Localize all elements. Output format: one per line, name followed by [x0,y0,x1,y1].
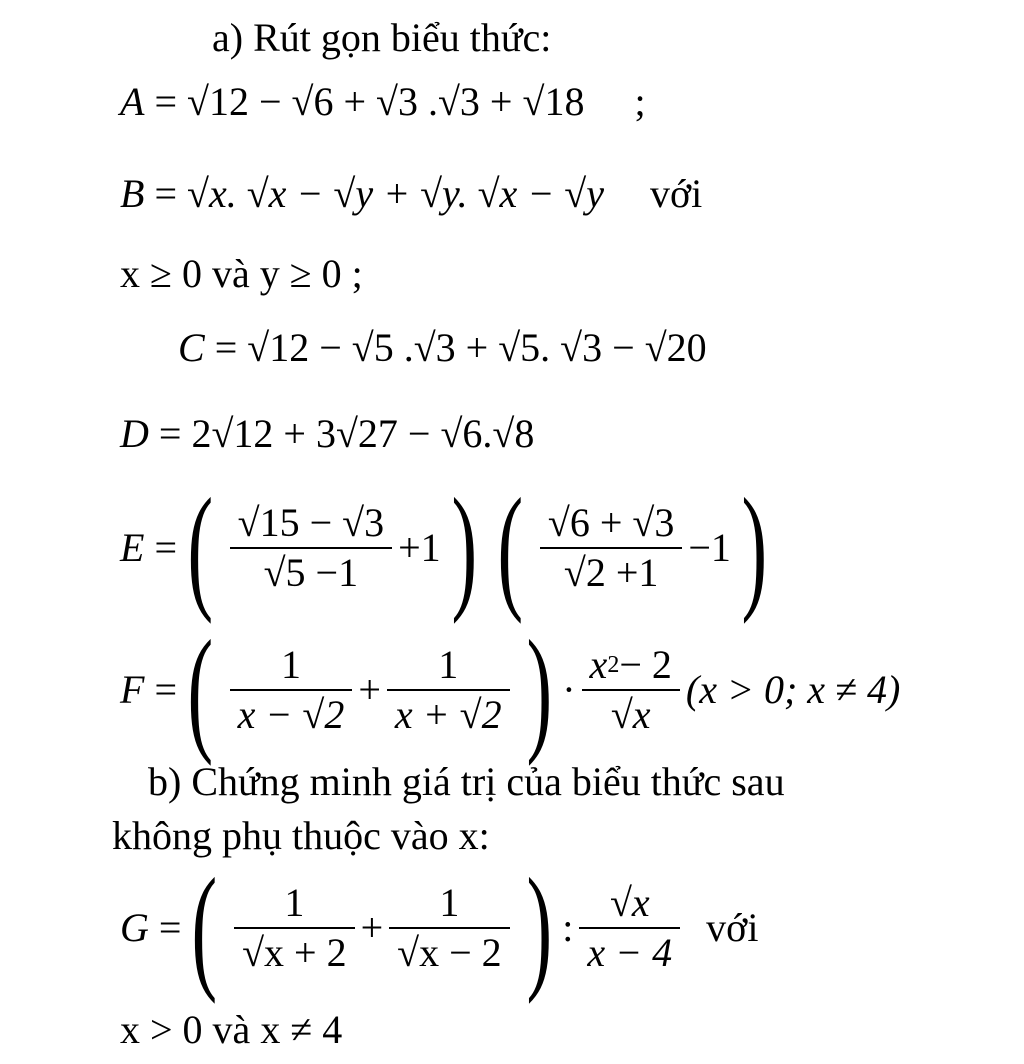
fraction-numerator: 1 [439,880,460,925]
expression-a: A = √12 − √6 + √3 .√3 + √18 ; [120,79,646,124]
expression-c-lhs: C [178,325,205,370]
left-paren: ( [187,470,214,625]
fraction-denominator: x + √2 [394,692,502,737]
expression-e: E = ( $\frac{√15 - √3}{√5 -1}$ +1 ) ( $\frac{√6 + √3}{√2 +1}$ −1 ) [120,470,768,625]
fraction-numerator: 1 [284,880,305,925]
expression-e-fraction-1 [230,500,392,595]
expression-e-tail-2: −1 [688,525,731,570]
part-b-heading-line-2: không phụ thuộc vào x: [112,813,490,858]
expression-b: B = √x. √x − √y + √y. √x − √y với [120,171,703,216]
fraction-denominator: x − 4 [587,930,673,975]
fraction-bar [579,927,680,929]
expression-b-rhs: √x. √x − √y + √y. √x − √y [187,171,605,216]
fraction-bar [540,547,682,549]
fraction-bar [582,689,680,691]
fraction-numerator: 1 [280,642,301,687]
expression-f-condition: (x > 0; x ≠ 4) [685,667,901,712]
expression-g-condition: x > 0 và x ≠ 4 [120,1007,343,1052]
expression-e-fraction-2 [540,500,682,595]
part-b-heading-line-1: b) Chứng minh giá trị của biểu thức sau [148,759,785,804]
fraction-numerator: √6 + √3 [547,500,675,545]
expression-g-fraction-1 [234,880,355,975]
fraction-numerator: √15 − √3 [237,500,385,545]
fraction-numerator [582,642,680,687]
expression-e-lhs: E [120,525,145,570]
fraction-bar [389,927,510,929]
left-paren: ( [191,850,218,1005]
fraction-bar [234,927,355,929]
fraction-numerator: 1 [438,642,459,687]
fraction-denominator: √5 −1 [263,550,359,595]
left-paren: ( [187,612,214,767]
expression-e-tail-1: +1 [398,525,441,570]
expression-f-fraction-3 [582,642,680,737]
fraction-bar [230,689,353,691]
fraction-denominator: √2 +1 [563,550,659,595]
numerator-tail: − 2 [619,642,672,687]
expression-f-lhs: F [120,667,145,712]
expression-c: C = √12 − √5 .√3 + √5. √3 − √20 [178,325,707,370]
right-paren: ) [741,470,768,625]
expression-g-fraction-3 [579,880,680,975]
fraction-bar [230,547,392,549]
expression-d-rhs: 2√12 + 3√27 − √6.√8 [191,411,535,456]
fraction-denominator: √x − 2 [397,930,502,975]
expression-a-tail: ; [634,79,646,124]
expression-b-lhs: B [120,171,145,216]
fraction-denominator: x − √2 [237,692,345,737]
left-paren: ( [497,470,524,625]
expression-f-fraction-2 [387,642,510,737]
expression-g-lhs: G [120,905,149,950]
expression-f-fraction-1 [230,642,353,737]
expression-g-tail: với [706,905,759,950]
expression-g-colon: : [562,905,574,950]
right-paren: ) [526,612,552,767]
fraction-denominator: √x [610,692,651,737]
expression-b-tail: với [650,171,703,216]
expression-f: F = ( $\frac{1}{x - √2}$ + $\frac{1}{x + √2}$ ) · x 2 − 2 √x (x > 0; x ≠ 4) [120,612,901,767]
right-paren: ) [451,470,477,625]
expression-d: D = 2√12 + 3√27 − √6.√8 [120,411,535,456]
fraction-denominator: √x + 2 [242,930,347,975]
expression-b-condition: x ≥ 0 và y ≥ 0 ; [120,251,363,296]
part-a-heading: a) Rút gọn biểu thức: [212,15,552,60]
right-paren: ) [526,850,552,1005]
expression-g: G = ( $\frac{1}{√x + 2}$ + $\frac{1}{√x - 2}$ ) : $\frac{√x}{x - 4}$ với [120,850,759,1005]
fraction-bar [387,689,510,691]
expression-a-lhs: A [120,79,145,124]
numerator-exponent: 2 [607,652,620,678]
expression-a-rhs: √12 − √6 + √3 .√3 + √18 [187,79,585,124]
expression-d-lhs: D [120,411,149,456]
numerator-base: x [589,642,608,687]
expression-c-rhs: √12 − √5 .√3 + √5. √3 − √20 [247,325,707,370]
expression-g-fraction-2 [389,880,510,975]
fraction-numerator: √x [609,880,650,925]
